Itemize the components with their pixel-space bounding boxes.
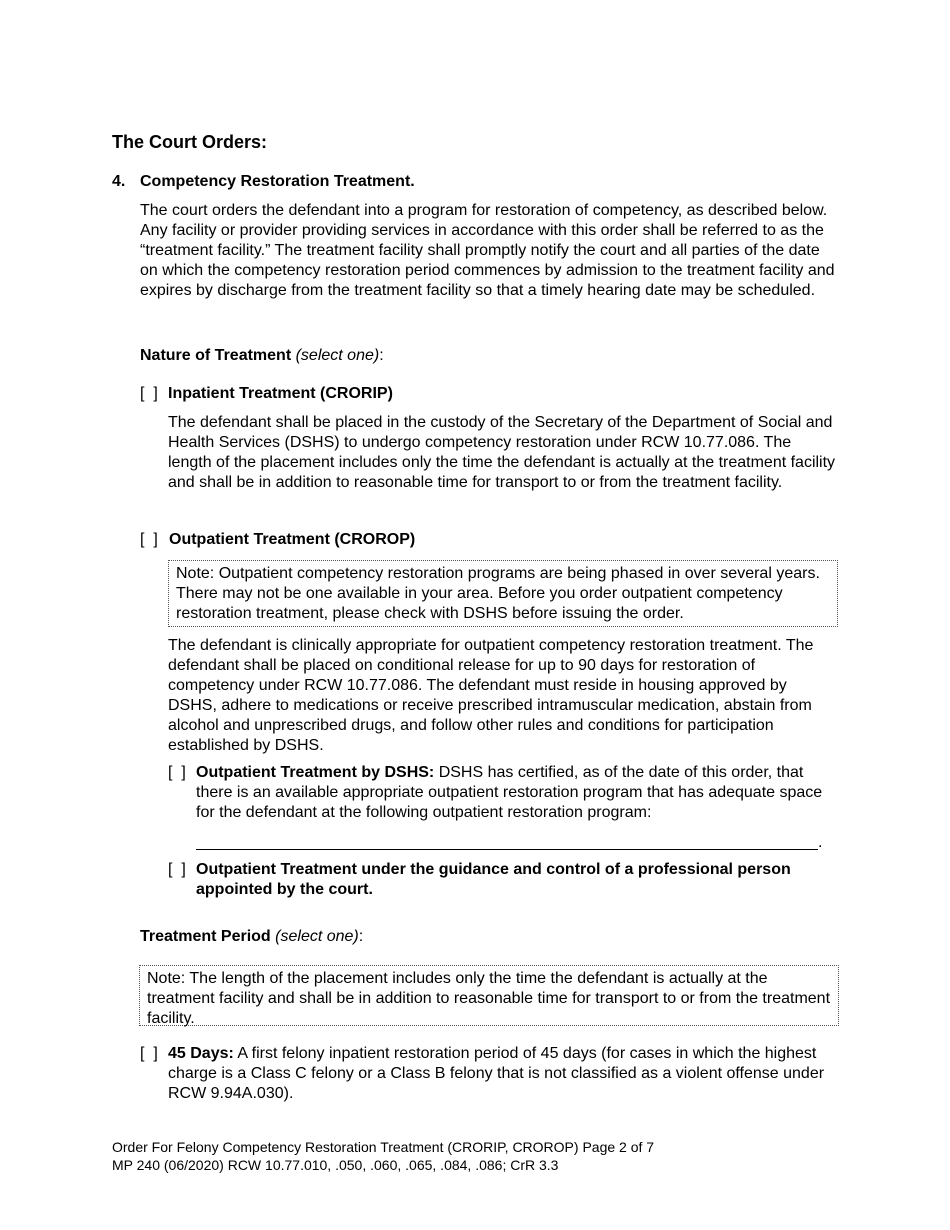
section-number: 4.	[112, 173, 126, 190]
outpatient-checkbox[interactable]: [ ]	[140, 531, 158, 548]
outpatient-title: Outpatient Treatment (CROROP)	[169, 531, 416, 548]
dshs-line-period: .	[818, 834, 823, 851]
nature-hint: (select one)	[295, 347, 380, 364]
section-intro: The court orders the defendant into a program for restoration of competency, as described below. Any facility or provider providing services in accordance with this order shall be referred to as the “treatment facility.” The treatment facility shall promptly notify the court and all parties of the date on which the competency restoration period commences by admission to the treatment facility and expires by discharge from the treatment facility so that a timely hearing date may be scheduled.	[140, 202, 835, 299]
outpatient-note-box	[168, 560, 838, 627]
period-colon: :	[358, 928, 364, 945]
45-days-checkbox[interactable]: [ ]	[140, 1045, 158, 1062]
footer-line-2: MP 240 (06/2020) RCW 10.77.010, .050, .060, .065, .084, .086; CrR 3.3	[112, 1157, 559, 1173]
inpatient-title: Inpatient Treatment (CRORIP)	[168, 385, 393, 402]
outpatient-note: Note: Outpatient competency restoration programs are being phased in over several years. There may not be one available in your area. Before you order outpatient competency restoration treatment, please check with DSHS before issuing the order.	[176, 565, 820, 622]
professional-title: Outpatient Treatment under the guidance and control of a professional person appointed by the court.	[196, 861, 791, 898]
dshs-text: DSHS has certified, as of the date of this order, that there is an available appropriate outpatient restoration program that has adequate space for the defendant at the following outpatient restoration program:	[196, 764, 823, 821]
nature-of-treatment-label	[140, 346, 384, 366]
dshs-program-field[interactable]	[196, 830, 818, 849]
dshs-option	[196, 763, 836, 823]
45-days-text: A first felony inpatient restoration period of 45 days (for cases in which the highest charge is a Class C felony or a Class B felony that is not classified as a violent offense under RCW 9.94A.030).	[168, 1045, 825, 1102]
section-title: Competency Restoration Treatment.	[140, 173, 415, 190]
45-days-option	[168, 1044, 838, 1104]
page-heading: The Court Orders:	[112, 132, 268, 152]
dshs-checkbox[interactable]: [ ]	[168, 764, 186, 781]
outpatient-text: The defendant is clinically appropriate for outpatient competency restoration treatment. The defendant shall be placed on conditional release for up to 90 days for restoration of competency under RCW 10.77.086. The defendant must reside in housing approved by DSHS, adhere to medications or receive prescribed intramuscular medication, abstain from alcohol and unprescribed drugs, and follow other rules and conditions for participation established by DSHS.	[168, 637, 814, 754]
period-note: Note: The length of the placement includes only the time the defendant is actually at the treatment facility and shall be in addition to reasonable time for transport to or from the treatment facility.	[147, 970, 831, 1027]
dshs-program-line	[196, 849, 818, 850]
45-days-title: 45 Days:	[168, 1045, 234, 1062]
inpatient-text: The defendant shall be placed in the custody of the Secretary of the Department of Social and Health Services (DSHS) to undergo competency restoration under RCW 10.77.086. The length of the placement includes only the time the defendant is actually at the treatment facility and shall be in addition to reasonable time for transport to or from the treatment facility.	[168, 414, 836, 491]
nature-colon: :	[379, 347, 384, 364]
treatment-period-label	[140, 927, 363, 947]
inpatient-checkbox[interactable]: [ ]	[140, 385, 158, 402]
professional-checkbox[interactable]: [ ]	[168, 861, 186, 878]
dshs-title: Outpatient Treatment by DSHS:	[196, 764, 435, 781]
period-hint: (select one)	[275, 928, 359, 945]
period-note-box	[139, 965, 839, 1026]
nature-label: Nature of Treatment	[140, 347, 292, 364]
period-label: Treatment Period	[140, 928, 271, 945]
footer-line-1: Order For Felony Competency Restoration Treatment (CRORIP, CROROP) Page 2 of 7	[112, 1139, 655, 1155]
